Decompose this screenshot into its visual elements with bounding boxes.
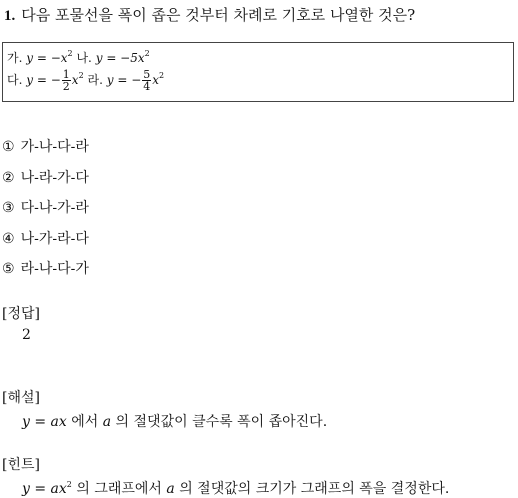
explanation-var: a xyxy=(102,414,112,430)
label-ga: 가. xyxy=(7,51,23,65)
choice-4[interactable] xyxy=(2,228,89,248)
equations-line-2 xyxy=(7,69,164,92)
equations-line-1 xyxy=(7,49,150,66)
question-number: 1. xyxy=(4,8,16,24)
question xyxy=(4,4,415,25)
choice-1-marker: ① xyxy=(2,139,15,155)
choice-5-marker: ⑤ xyxy=(2,261,15,277)
label-da: 다. xyxy=(7,73,23,87)
choice-2-marker: ② xyxy=(2,170,15,186)
hint-mid: 의 그래프에서 xyxy=(71,481,167,497)
equation-na: y = −5x xyxy=(95,51,145,65)
choice-2[interactable] xyxy=(2,167,89,187)
equation-da-lhs: y = − xyxy=(26,73,61,87)
explanation-rest: 의 절댓값이 클수록 폭이 좁아진다. xyxy=(111,414,328,430)
hint-equation: y = ax xyxy=(22,481,67,497)
exponent-ra: 2 xyxy=(159,71,165,80)
choice-2-text: 나-라-가-다 xyxy=(20,170,89,186)
question-text: 다음 포물선을 폭이 좁은 것부터 차례로 기호로 나열한 것은? xyxy=(21,6,416,24)
fraction-ra xyxy=(142,69,151,92)
choice-4-text: 나-가-라-다 xyxy=(20,231,89,247)
fraction-da-denominator: 2 xyxy=(62,80,70,93)
choice-3-marker: ③ xyxy=(2,200,15,216)
fraction-da xyxy=(62,69,71,92)
explanation-mid: 에서 xyxy=(66,414,103,430)
choice-3-text: 다-나-가-라 xyxy=(20,200,89,216)
answer-value: 2 xyxy=(22,327,31,343)
choice-4-marker: ④ xyxy=(2,231,15,247)
label-na: 나. xyxy=(76,51,92,65)
explanation-equation: y = ax xyxy=(22,414,67,430)
hint-heading: [힌트] xyxy=(2,457,40,473)
exponent-na: 2 xyxy=(144,49,150,58)
equation-ra-var: x xyxy=(152,73,160,87)
fraction-ra-numerator: 5 xyxy=(143,68,151,81)
equation-da-var: x xyxy=(71,73,79,87)
choice-5-text: 라-나-다-가 xyxy=(20,261,89,277)
label-ra: 라. xyxy=(87,73,103,87)
choice-5[interactable] xyxy=(2,258,89,278)
exponent-da: 2 xyxy=(78,71,84,80)
hint-rest: 의 절댓값의 크기가 그래프의 폭을 결정한다. xyxy=(174,481,450,497)
equations-box xyxy=(2,42,514,102)
hint-var: a xyxy=(166,481,175,497)
hint-exponent: 2 xyxy=(66,480,72,489)
equation-ga: y = −x xyxy=(26,51,68,65)
exponent-ga: 2 xyxy=(67,49,73,58)
equation-ra-lhs: y = − xyxy=(106,73,142,87)
explanation-text xyxy=(22,411,327,431)
fraction-da-numerator: 1 xyxy=(62,68,70,81)
choice-1[interactable] xyxy=(2,136,89,156)
choice-1-text: 가-나-다-라 xyxy=(20,139,89,155)
answer-heading: [정답] xyxy=(2,306,40,322)
hint-text xyxy=(22,478,449,498)
fraction-ra-denominator: 4 xyxy=(143,80,151,93)
choice-3[interactable] xyxy=(2,197,89,217)
explanation-heading: [해설] xyxy=(2,390,40,406)
